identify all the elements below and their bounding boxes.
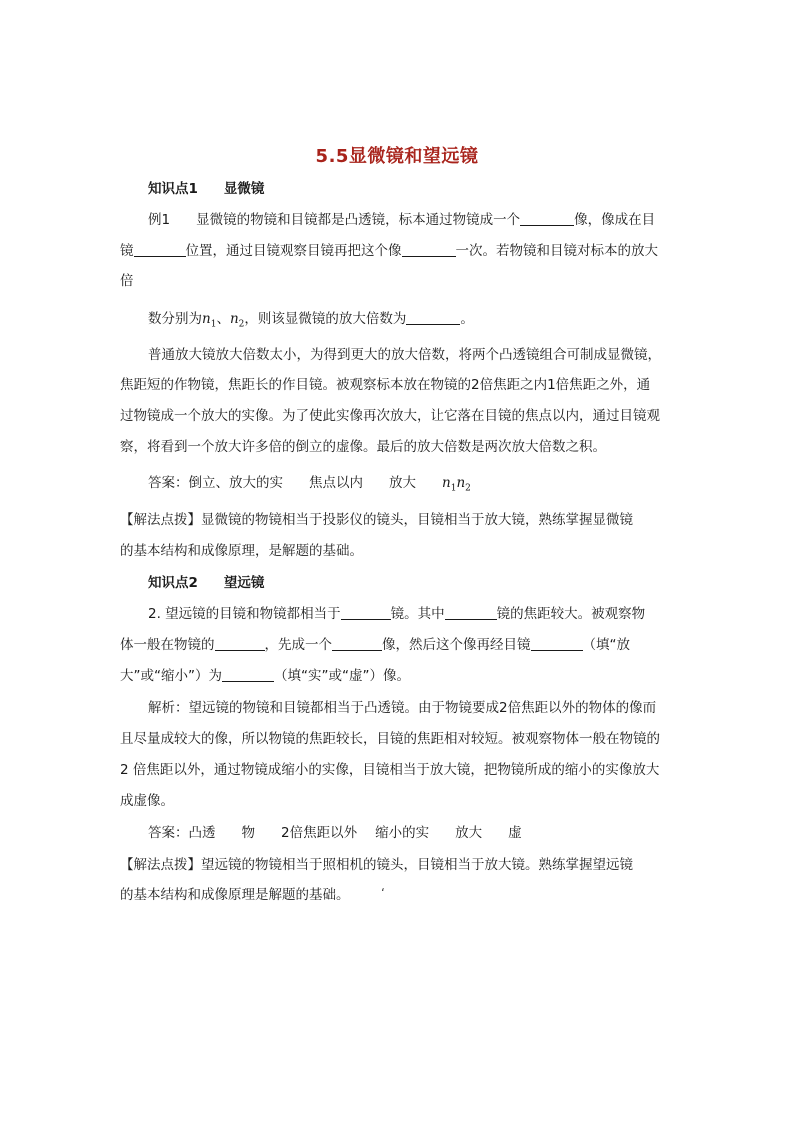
fill-blank [520, 211, 574, 226]
text: 像，像成在目 [574, 212, 656, 228]
fill-blank [406, 310, 460, 325]
text: 镜的焦距较大。被观察物 [496, 606, 646, 622]
text: 一次。若物镜和目镜对标本的放大 [455, 243, 658, 259]
fill-blank [402, 242, 456, 257]
explanation-2-line-1: 解析：望远镜的物镜和目镜都相当于凸透镜。由于物镜要成2倍焦距以外的物体的像而 [148, 700, 657, 716]
answer-value: 放大 [455, 825, 483, 841]
fill-blank [222, 667, 274, 682]
explanation-2-line-3: 2 倍焦距以外，通过物镜成缩小的实像，目镜相当于放大镜，把物镜所成的缩小的实像放大 [120, 762, 660, 778]
tip-2-line-2: 的基本结构和成像原理是解题的基础。 [120, 887, 350, 903]
explanation-1-line-2: 焦距短的作物镜，焦距长的作目镜。被观察标本放在物镜的2倍焦距之内1倍焦距之外，通 [120, 377, 651, 393]
answer-1-line [148, 473, 471, 499]
fill-blank [341, 605, 391, 620]
explanation-1-line-4: 察，将看到一个放大许多倍的倒立的虚像。最后的放大倍数是两次放大倍数之积。 [120, 439, 606, 455]
text: 位置，通过目镜观察目镜再把这个像 [185, 243, 402, 259]
knowledge-point-name: 望远镜 [223, 575, 265, 591]
text: 数分别为 [148, 311, 202, 327]
text: 大”或“缩小”）为 [120, 668, 222, 684]
knowledge-point-label: 知识点1 [148, 181, 198, 197]
answer-value: 倒立、放大的实 [188, 475, 283, 491]
fill-blank [445, 605, 497, 620]
answer-value: 凸透 [188, 825, 216, 841]
example-1-line-3 [120, 271, 134, 291]
tip-1-line-1: 【解法点拨】显微镜的物镜相当于投影仪的镜头，目镜相当于放大镜，熟练掌握显微镜 [120, 512, 633, 528]
text: 。 [460, 311, 474, 327]
explanation-2-line-4: 成虚像。 [120, 793, 174, 809]
question-2-line-2 [120, 635, 630, 655]
text: ，则该显微镜的放大倍数为 [244, 311, 407, 327]
fill-blank [531, 636, 583, 651]
text: 显微镜的物镜和目镜都是凸透镜，标本通过物镜成一个 [196, 212, 521, 228]
math-n2: $n_2$ [229, 311, 245, 330]
tip-1-line-2: 的基本结构和成像原理，是解题的基础。 [120, 543, 363, 559]
answer-label: 答案： [148, 825, 189, 841]
answer-value: 放大 [389, 475, 416, 491]
answer-value: 焦点以内 [309, 475, 363, 491]
explanation-1-line-3: 过物镜成一个放大的实像。为了使此实像再次放大，让它落在目镜的焦点以内，通过目镜观 [120, 408, 660, 424]
text: （填“放 [582, 637, 630, 653]
text: ，先成一个 [264, 637, 332, 653]
tip-2-line-1: 【解法点拨】望远镜的物镜相当于照相机的镜头，目镜相当于放大镜。熟练掌握望远镜 [120, 857, 633, 873]
text: 、 [216, 311, 230, 327]
text: 像，然后这个像再经目镜 [382, 637, 531, 653]
example-1-line-1 [148, 210, 655, 230]
text: 镜。其中 [390, 606, 445, 622]
knowledge-point-label: 知识点2 [148, 575, 198, 591]
stray-mark: ‘ [381, 886, 385, 900]
text: 镜 [120, 243, 134, 259]
answer-value: 2倍焦距以外 [281, 825, 358, 841]
question-2-line-1 [148, 604, 645, 624]
fill-blank [332, 636, 382, 651]
math-n1: $n_1$ [202, 311, 217, 330]
explanation-1-line-1: 普通放大镜放大倍数太小，为得到更大的放大倍数，将两个凸透镜组合可制成显微镜， [148, 347, 661, 363]
answer-value: 物 [241, 825, 255, 841]
answer-2-line [148, 823, 522, 843]
text: （填“实”或“虚”）像。 [273, 668, 410, 684]
example-label: 例1 [148, 212, 171, 228]
knowledge-point-name: 显微镜 [223, 181, 265, 197]
answer-value: 缩小的实 [375, 825, 430, 841]
text: 2. 望远镜的目镜和物镜都相当于 [148, 606, 341, 622]
explanation-2-line-2: 且尽量成较大的像，所以物镜的焦距较长，目镜的焦距相对较短。被观察物体一般在物镜的 [120, 731, 660, 747]
text: 倍 [120, 273, 134, 289]
answer-value: 虚 [508, 825, 522, 841]
fill-blank [215, 636, 265, 651]
example-1-line-4 [148, 309, 474, 335]
text: 体一般在物镜的 [120, 637, 215, 653]
page-title: 5.5显微镜和望远镜 [315, 146, 479, 167]
question-2-line-3 [120, 666, 410, 686]
answer-math: $n_1n_2$ [442, 475, 471, 494]
answer-label: 答案： [148, 475, 189, 491]
knowledge-point-1-heading [148, 179, 264, 199]
knowledge-point-2-heading [148, 573, 264, 593]
example-1-line-2 [120, 241, 658, 261]
fill-blank [134, 242, 186, 257]
